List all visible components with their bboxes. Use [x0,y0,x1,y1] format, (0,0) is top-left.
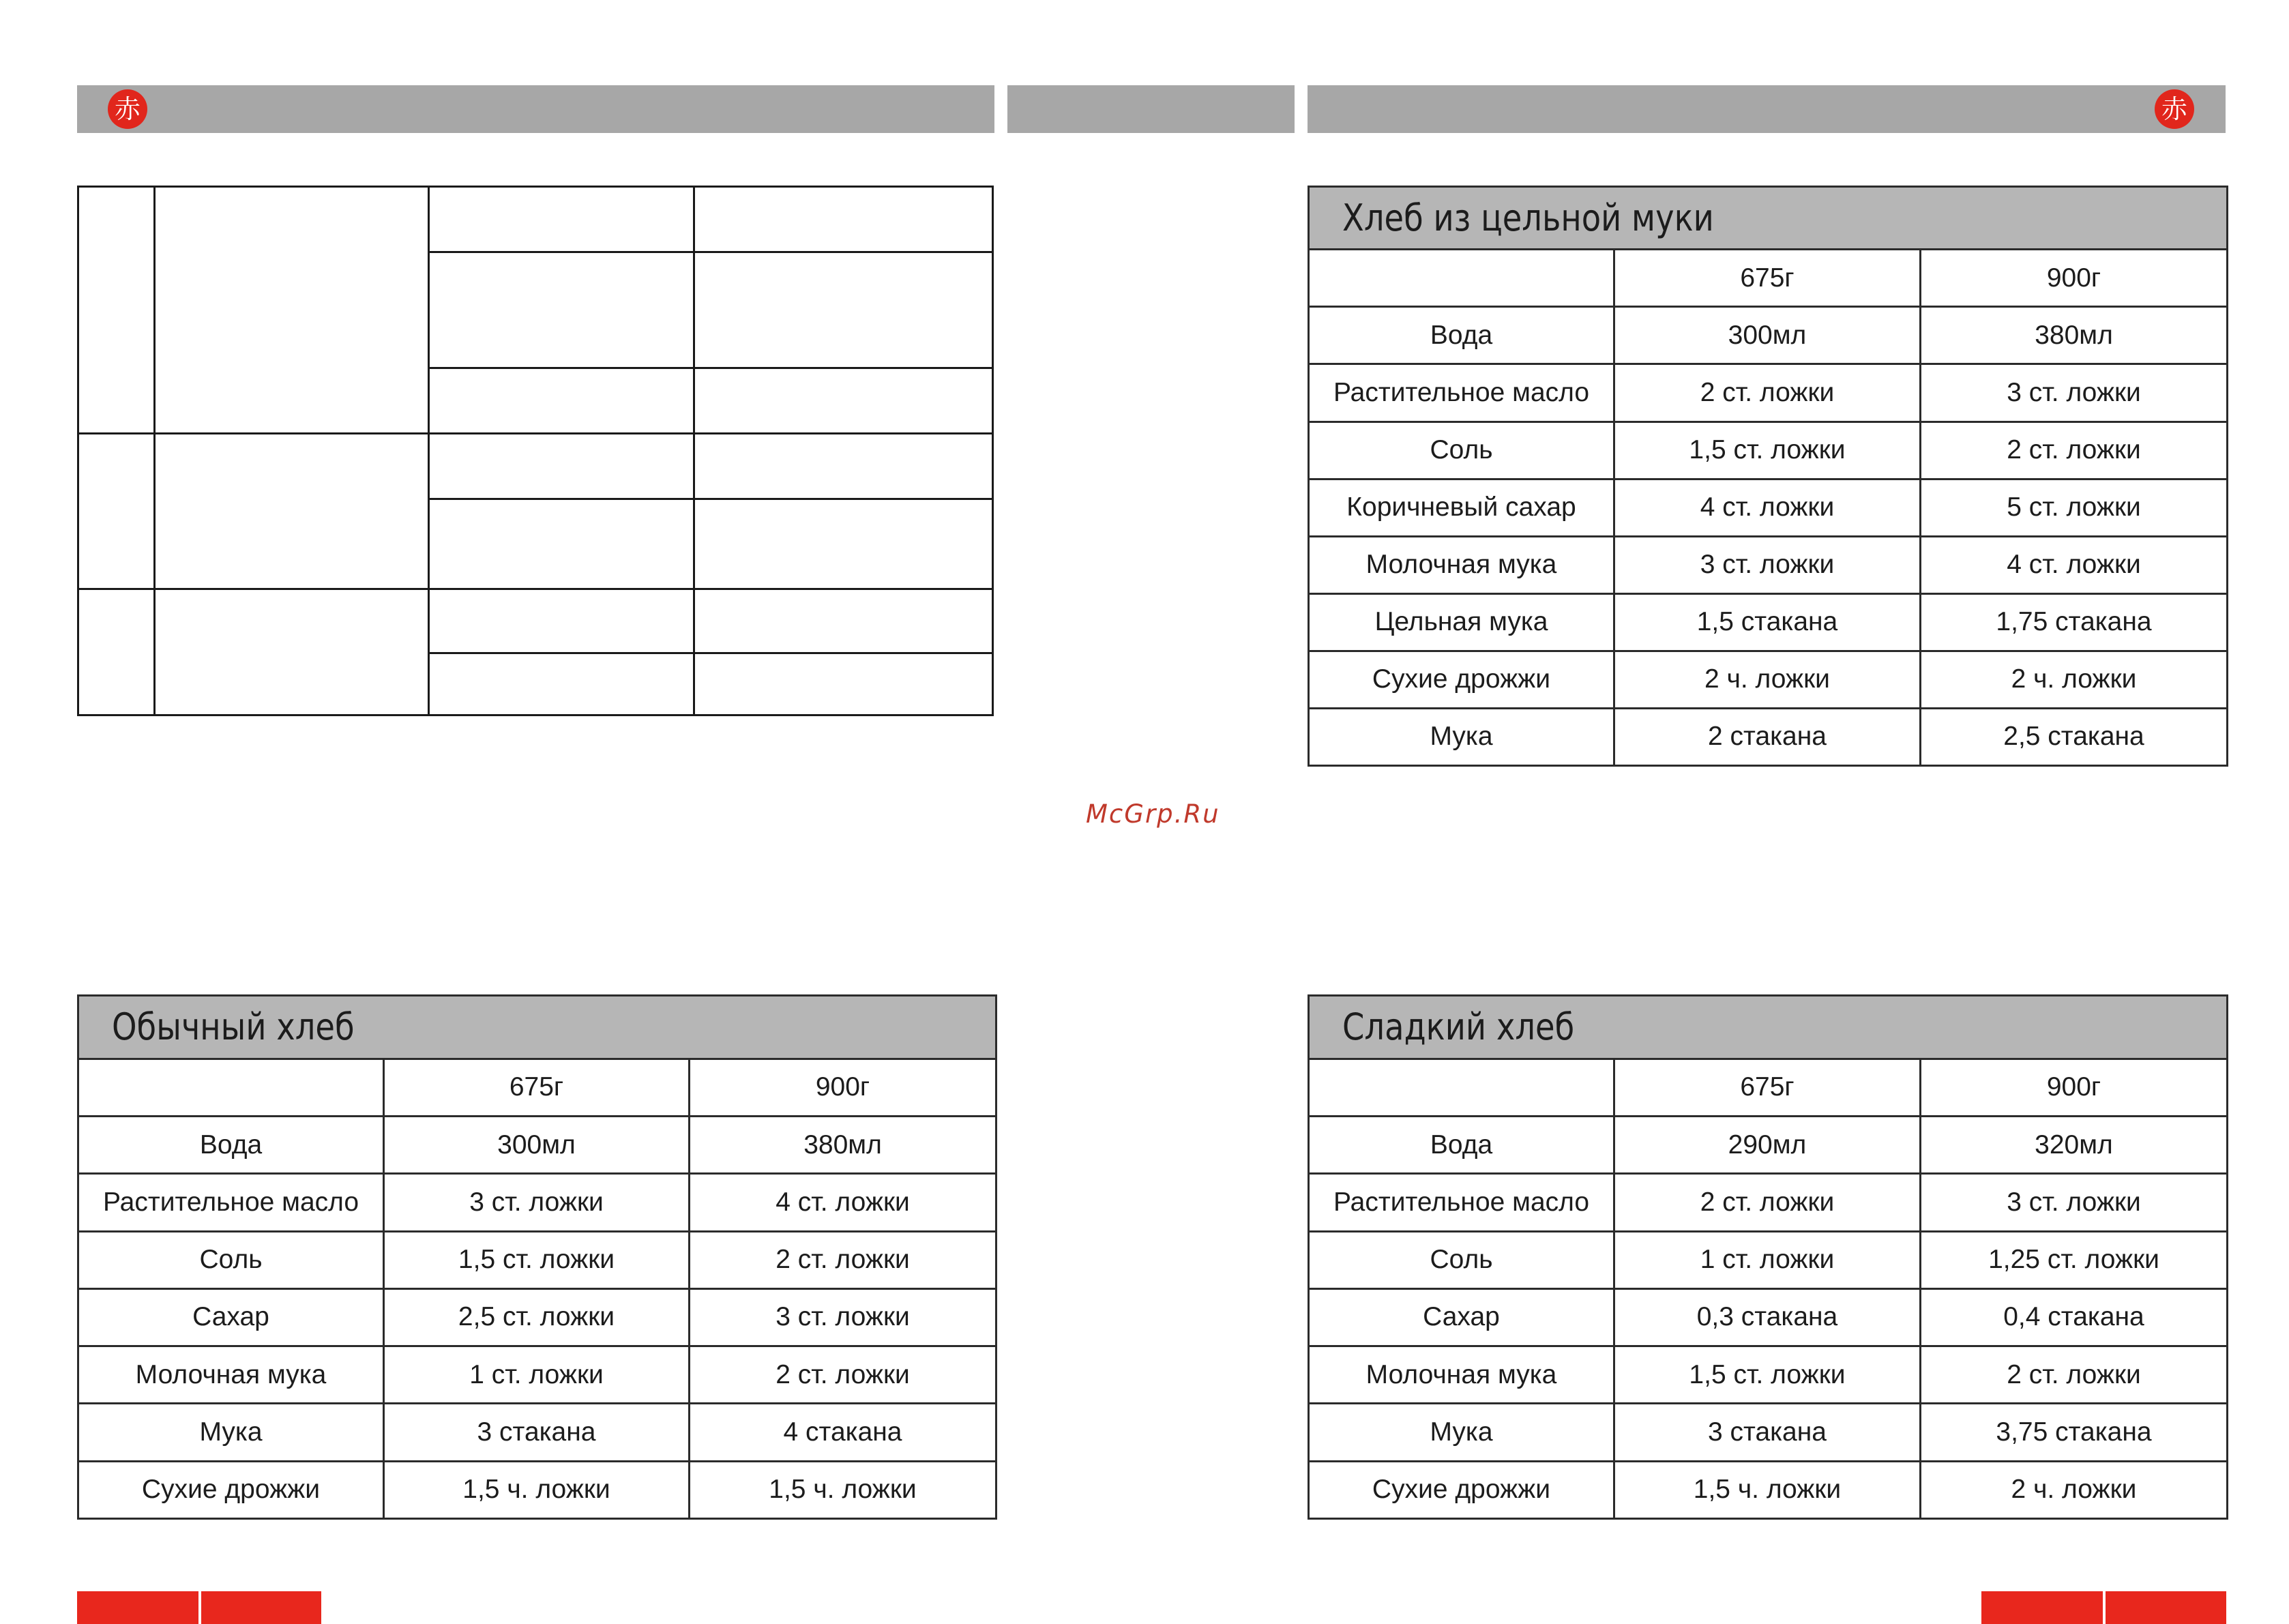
amount-cell: 2,5 ст. ложки [384,1288,690,1346]
table-header-row [78,1059,996,1116]
table-title: Обычный хлеб [112,1005,355,1049]
amount-cell: 3 ст. ложки [1921,364,2228,422]
column-header: 900г [1921,1059,2228,1116]
amount-cell: 1,5 ч. ложки [384,1461,690,1518]
ingredient-cell: Растительное масло [1309,1174,1614,1231]
amount-cell: 2 ст. ложки [1921,422,2228,479]
amount-cell: 2 стакана [1614,708,1921,765]
table-title-cell [78,996,996,1059]
table-row [1309,422,2228,479]
footer-block-left-2 [201,1591,321,1624]
table-row [1309,479,2228,536]
amount-cell: 1,25 ст. ложки [1921,1231,2228,1288]
amount-cell: 300мл [1614,307,1921,364]
amount-cell: 1,5 ч. ложки [690,1461,996,1518]
table-row [1309,593,2228,651]
ingredient-cell: Сахар [78,1288,384,1346]
table-row [1309,1461,2228,1518]
table-row [1309,1231,2228,1288]
table-row [1309,536,2228,593]
amount-cell: 2 ст. ложки [1614,1174,1921,1231]
table-title-cell [1309,187,2228,250]
column-header: 675г [1614,1059,1921,1116]
amount-cell: 2,5 стакана [1921,708,2228,765]
ingredient-cell: Соль [78,1231,384,1288]
ingredient-cell: Сухие дрожжи [1309,651,1614,708]
amount-cell: 3 ст. ложки [1921,1174,2228,1231]
amount-cell: 380мл [690,1116,996,1173]
amount-cell: 2 ч. ложки [1921,1461,2228,1518]
amount-cell: 2 ч. ложки [1614,651,1921,708]
ingredient-cell: Молочная мука [1309,536,1614,593]
ingredient-cell: Мука [1309,708,1614,765]
ingredient-cell: Сахар [1309,1288,1614,1346]
blank-grid-table [77,186,994,716]
amount-cell: 320мл [1921,1116,2228,1173]
column-header: 900г [690,1059,996,1116]
ingredient-cell: Соль [1309,422,1614,479]
amount-cell: 1,5 ч. ложки [1614,1461,1921,1518]
amount-cell: 3,75 стакана [1921,1404,2228,1461]
table-row [1309,651,2228,708]
column-header [78,1059,384,1116]
ingredient-cell: Вода [1309,1116,1614,1173]
amount-cell: 1,5 стакана [1614,593,1921,651]
basic-bread-table [77,994,997,1520]
ingredient-cell: Растительное масло [78,1174,384,1231]
ingredient-cell: Мука [1309,1404,1614,1461]
footer-block-right-1 [1981,1591,2103,1624]
table-row [78,1461,996,1518]
header-bar-right [1308,85,2226,133]
header-bar-center [1007,85,1295,133]
table-row [1309,1346,2228,1404]
table-row [1309,1174,2228,1231]
wholemeal-bread-table [1308,186,2228,767]
table-row [78,1116,996,1173]
amount-cell: 1,5 ст. ложки [1614,422,1921,479]
table-row [1309,364,2228,422]
amount-cell: 4 ст. ложки [1921,536,2228,593]
amount-cell: 3 ст. ложки [384,1174,690,1231]
amount-cell: 3 стакана [1614,1404,1921,1461]
amount-cell: 4 ст. ложки [1614,479,1921,536]
table-title-cell [1309,996,2228,1059]
ingredient-cell: Сухие дрожжи [1309,1461,1614,1518]
amount-cell: 4 ст. ложки [690,1174,996,1231]
amount-cell: 300мл [384,1116,690,1173]
ingredient-cell: Молочная мука [1309,1346,1614,1404]
footer-block-left-1 [77,1591,198,1624]
table-row [1309,1404,2228,1461]
column-header: 675г [384,1059,690,1116]
ingredient-cell: Вода [78,1116,384,1173]
ingredient-cell: Коричневый сахар [1309,479,1614,536]
amount-cell: 3 ст. ложки [1614,536,1921,593]
table-row [78,1288,996,1346]
table-title-row [1309,187,2228,250]
amount-cell: 2 ст. ложки [1614,364,1921,422]
sweet-bread-table [1308,994,2228,1520]
table-row [1309,307,2228,364]
ingredient-cell: Мука [78,1404,384,1461]
table-row [78,1404,996,1461]
ingredient-cell: Соль [1309,1231,1614,1288]
table-title-row [1309,996,2228,1059]
amount-cell: 3 ст. ложки [690,1288,996,1346]
amount-cell: 2 ст. ложки [690,1231,996,1288]
table-title: Сладкий хлеб [1342,1005,1575,1049]
amount-cell: 2 ст. ложки [1921,1346,2228,1404]
table-row [1309,1116,2228,1173]
amount-cell: 1,5 ст. ложки [384,1231,690,1288]
ingredient-cell: Цельная мука [1309,593,1614,651]
ingredient-cell: Молочная мука [78,1346,384,1404]
amount-cell: 5 ст. ложки [1921,479,2228,536]
amount-cell: 3 стакана [384,1404,690,1461]
amount-cell: 2 ст. ложки [690,1346,996,1404]
brand-logo-right-icon: 赤 [2155,89,2194,129]
amount-cell: 1 ст. ложки [1614,1231,1921,1288]
table-row [78,1231,996,1288]
table-row [78,1346,996,1404]
amount-cell: 0,3 стакана [1614,1288,1921,1346]
ingredient-cell: Растительное масло [1309,364,1614,422]
amount-cell: 290мл [1614,1116,1921,1173]
footer-block-right-2 [2106,1591,2226,1624]
table-row [1309,708,2228,765]
amount-cell: 1,75 стакана [1921,593,2228,651]
table-title-row [78,996,996,1059]
amount-cell: 1,5 ст. ложки [1614,1346,1921,1404]
table-header-row [1309,1059,2228,1116]
amount-cell: 1 ст. ложки [384,1346,690,1404]
column-header: 900г [1921,250,2228,307]
amount-cell: 4 стакана [690,1404,996,1461]
column-header: 675г [1614,250,1921,307]
amount-cell: 2 ч. ложки [1921,651,2228,708]
amount-cell: 0,4 стакана [1921,1288,2228,1346]
ingredient-cell: Сухие дрожжи [78,1461,384,1518]
table-row [78,1174,996,1231]
column-header [1309,1059,1614,1116]
brand-logo-left-icon: 赤 [108,89,147,129]
watermark-text: McGrp.Ru [1086,799,1220,829]
column-header [1309,250,1614,307]
ingredient-cell: Вода [1309,307,1614,364]
table-row [1309,1288,2228,1346]
amount-cell: 380мл [1921,307,2228,364]
table-title: Хлеб из цельной муки [1342,196,1714,240]
table-header-row [1309,250,2228,307]
header-bar-left [77,85,994,133]
